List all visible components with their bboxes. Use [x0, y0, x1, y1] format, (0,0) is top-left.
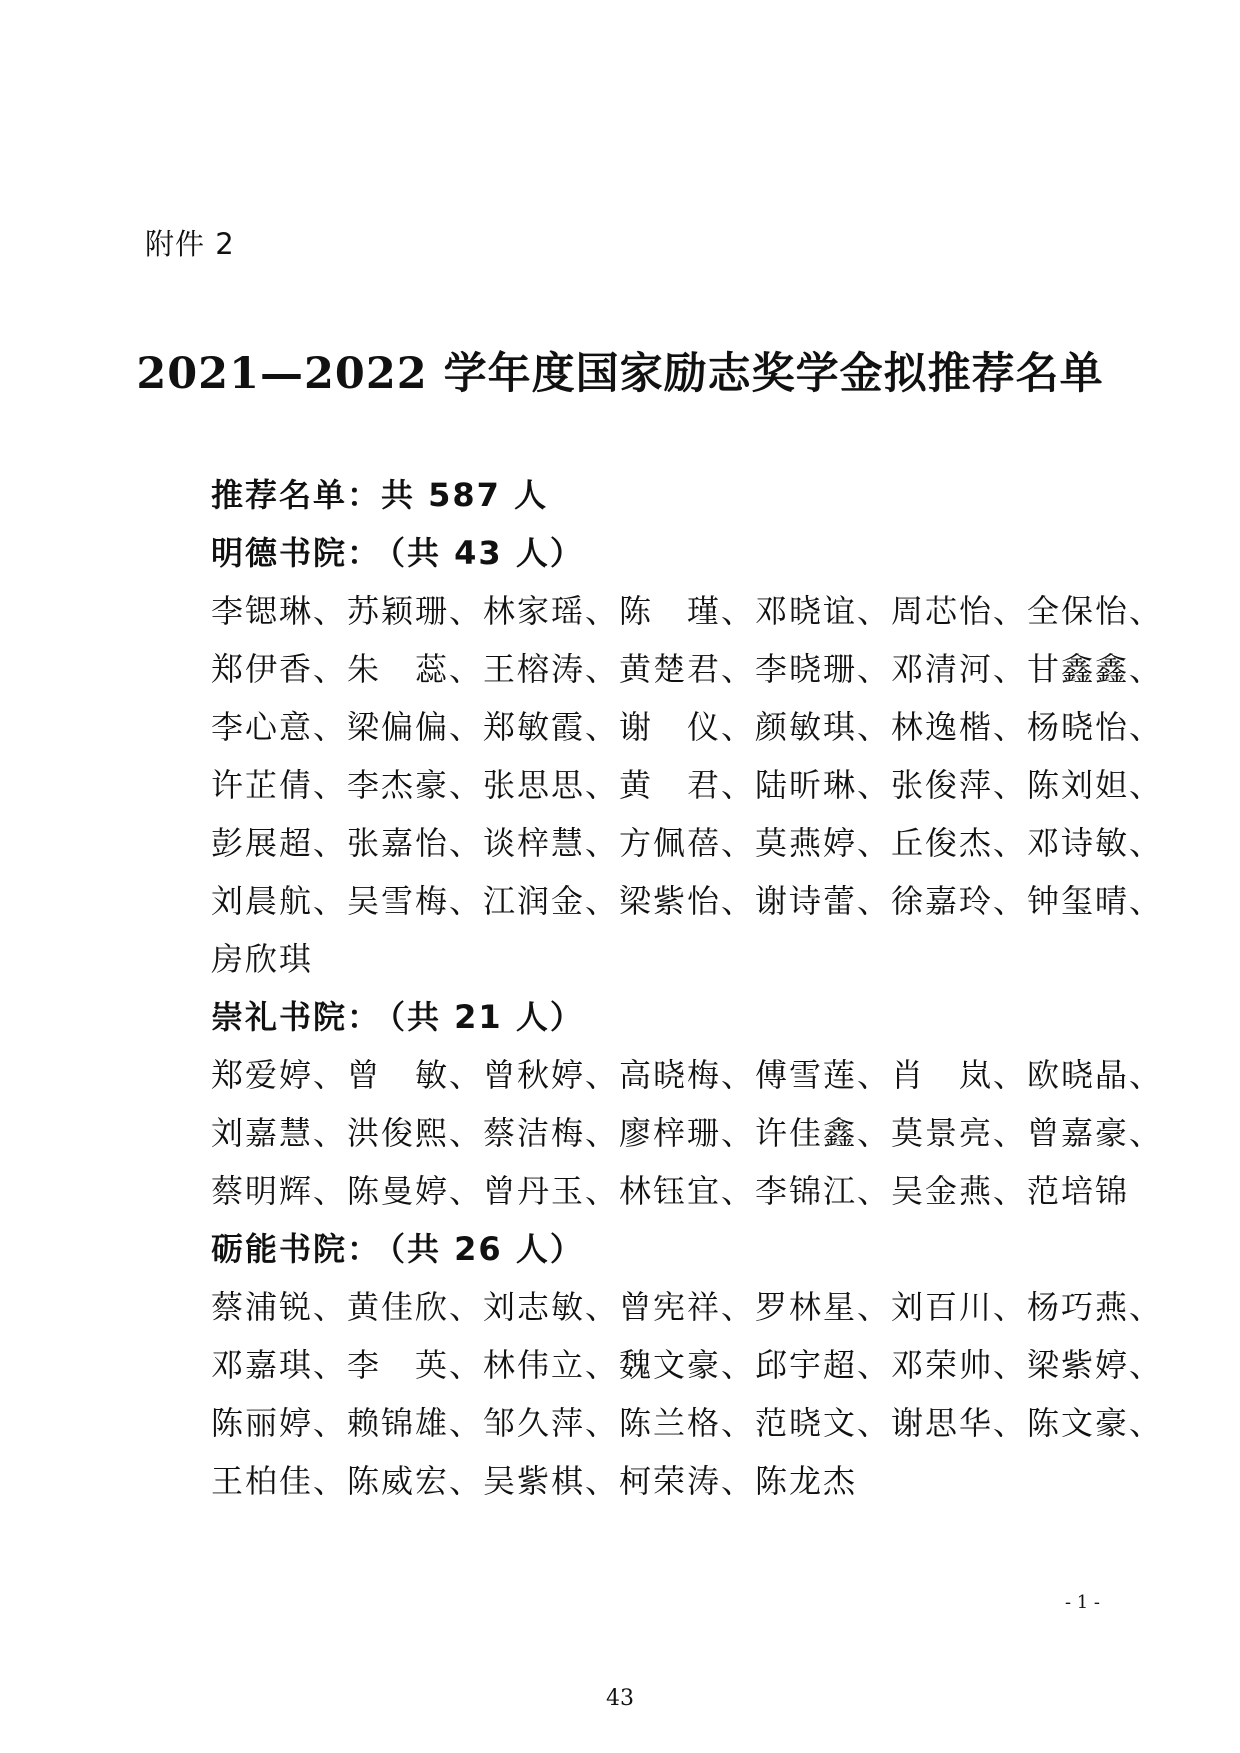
page-number: - 1 -	[1064, 1592, 1100, 1613]
name-list-line: 刘嘉慧、洪俊熙、蔡洁梅、廖梓珊、许佳鑫、莫景亮、曾嘉豪、	[211, 1114, 1164, 1152]
name-list-line: 郑爱婷、曾 敏、曾秋婷、高晓梅、傅雪莲、肖 岚、欧晓晶、	[211, 1056, 1164, 1094]
total-count-line: 推荐名单：共 587 人	[211, 476, 549, 514]
attachment-label: 附件 2	[145, 227, 235, 261]
college-section-chongli	[211, 988, 1164, 1220]
college-section-lineng	[211, 1220, 1164, 1510]
name-list-line: 蔡明辉、陈曼婷、曾丹玉、林钰宜、李锦江、吴金燕、范培锦	[211, 1172, 1130, 1210]
college-count: （共 21 人）	[389, 998, 584, 1036]
college-heading	[211, 524, 1121, 582]
name-list-line: 李心意、梁偏偏、郑敏霞、谢 仪、颜敏琪、林逸楷、杨晓怡、	[211, 708, 1164, 746]
name-list-line: 陈丽婷、赖锦雄、邹久萍、陈兰格、范晓文、谢思华、陈文豪、	[211, 1404, 1164, 1442]
college-name: 崇礼书院：	[211, 998, 382, 1036]
college-heading	[211, 988, 1121, 1046]
document-body	[211, 466, 1164, 1510]
name-list-line: 蔡浦锐、黄佳欣、刘志敏、曾宪祥、罗林星、刘百川、杨巧燕、	[211, 1288, 1164, 1326]
name-list-line: 许芷倩、李杰豪、张思思、黄 君、陆昕琳、张俊萍、陈刘妲、	[211, 766, 1164, 804]
name-list-line: 房欣琪	[211, 940, 314, 978]
name-list-line: 王柏佳、陈威宏、吴紫棋、柯荣涛、陈龙杰	[211, 1462, 858, 1500]
footer-page-number: 43	[606, 1686, 634, 1711]
name-list-line: 邓嘉琪、李 英、林伟立、魏文豪、邱宇超、邓荣帅、梁紫婷、	[211, 1346, 1164, 1384]
college-count: （共 43 人）	[389, 534, 584, 572]
college-section-mingde	[211, 524, 1164, 988]
college-name: 砺能书院：	[211, 1230, 382, 1268]
college-name: 明德书院：	[211, 534, 382, 572]
name-list-line: 郑伊香、朱 蕊、王榕涛、黄楚君、李晓珊、邓清河、甘鑫鑫、	[211, 650, 1164, 688]
college-heading	[211, 1220, 1121, 1278]
name-list-line: 李锶琳、苏颖珊、林家瑶、陈 瑾、邓晓谊、周芯怡、全保怡、	[211, 592, 1164, 630]
name-list-line: 刘晨航、吴雪梅、江润金、梁紫怡、谢诗蕾、徐嘉玲、钟玺晴、	[211, 882, 1164, 920]
document-title: 2021—2022 学年度国家励志奖学金拟推荐名单	[136, 349, 1104, 399]
name-list-line: 彭展超、张嘉怡、谈梓慧、方佩蓓、莫燕婷、丘俊杰、邓诗敏、	[211, 824, 1164, 862]
college-count: （共 26 人）	[389, 1230, 584, 1268]
